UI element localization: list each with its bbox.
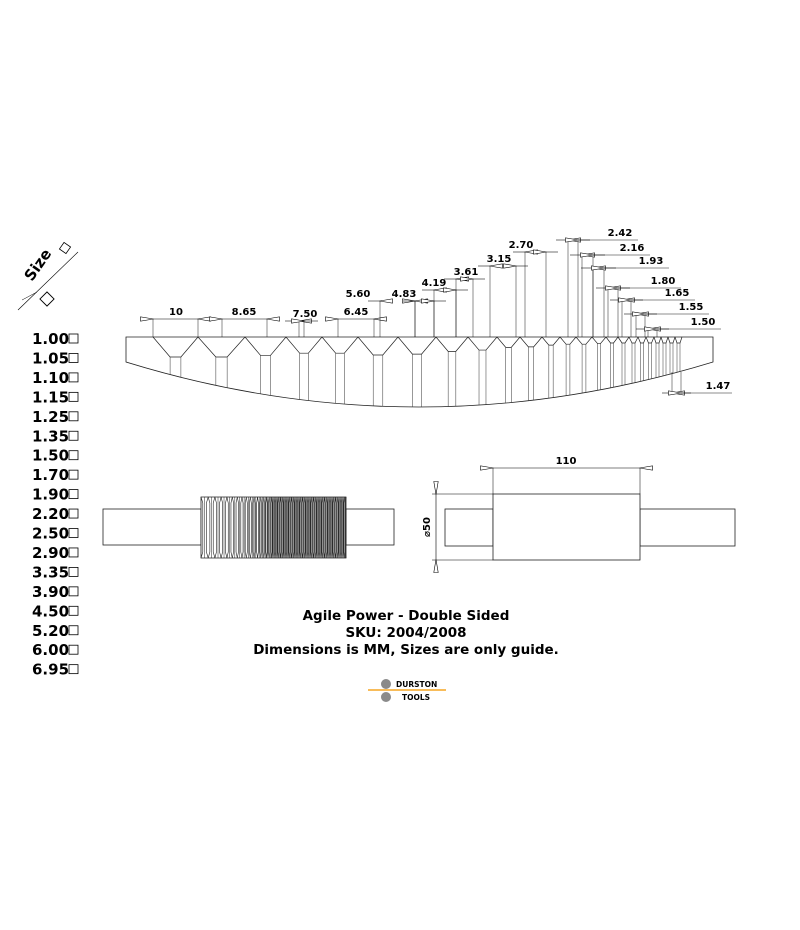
size-checkbox[interactable] bbox=[69, 509, 78, 518]
diameter-symbol: ⌀ bbox=[422, 530, 433, 537]
dim-label-large: 10 bbox=[169, 307, 183, 318]
right-shaft bbox=[346, 509, 394, 545]
size-checkbox[interactable] bbox=[69, 431, 78, 440]
size-header-checkbox bbox=[59, 242, 70, 253]
dim-label-small: 1.93 bbox=[638, 256, 664, 267]
size-item: 6.00 bbox=[32, 641, 70, 660]
size-item: 4.50 bbox=[32, 602, 70, 621]
size-header: Size bbox=[20, 245, 56, 285]
size-header-group bbox=[18, 242, 78, 310]
durston-logo bbox=[368, 679, 446, 702]
cyl-right-shaft bbox=[640, 509, 735, 546]
caption-title: Agile Power - Double Sided bbox=[302, 608, 510, 624]
dim-label-large: 6.45 bbox=[343, 307, 369, 318]
dim-label-small: 1.55 bbox=[678, 302, 704, 313]
side-view-roller bbox=[103, 497, 394, 558]
size-checkbox[interactable] bbox=[69, 373, 78, 382]
size-item: 6.95 bbox=[32, 660, 70, 679]
dim-label-large: 7.50 bbox=[292, 309, 318, 320]
dim-label-small: 1.80 bbox=[650, 276, 676, 287]
dim-label-large: 8.65 bbox=[231, 307, 257, 318]
logo-circle-bottom bbox=[381, 692, 391, 702]
size-checkbox[interactable] bbox=[69, 567, 78, 576]
size-checkbox[interactable] bbox=[69, 529, 78, 538]
logo-line1: DURSTON bbox=[396, 680, 438, 689]
diameter-value: 50 bbox=[422, 517, 433, 531]
side-view-cylinder bbox=[422, 456, 735, 560]
size-checkbox[interactable] bbox=[69, 451, 78, 460]
size-item: 1.70 bbox=[32, 466, 70, 485]
size-checkbox[interactable] bbox=[69, 392, 78, 401]
caption bbox=[253, 608, 559, 658]
size-checkbox[interactable] bbox=[69, 548, 78, 557]
size-checkbox[interactable] bbox=[69, 334, 78, 343]
size-item: 1.15 bbox=[32, 388, 70, 407]
size-item: 3.90 bbox=[32, 582, 70, 601]
caption-note: Dimensions is MM, Sizes are only guide. bbox=[253, 642, 559, 658]
dim-label-large: 5.60 bbox=[345, 289, 371, 300]
size-item: 3.35 bbox=[32, 563, 70, 582]
size-item: 2.50 bbox=[32, 524, 70, 543]
dim-label-small: 1.65 bbox=[664, 288, 690, 299]
logo-circle-top bbox=[381, 679, 391, 689]
size-checkbox[interactable] bbox=[69, 606, 78, 615]
dim-label-large: 3.61 bbox=[453, 267, 479, 278]
size-item: 1.25 bbox=[32, 407, 70, 426]
size-checkbox[interactable] bbox=[69, 490, 78, 499]
size-item: 2.20 bbox=[32, 505, 70, 524]
caption-sku: SKU: 2004/2008 bbox=[345, 625, 467, 641]
size-item: 1.90 bbox=[32, 485, 70, 504]
length-label: 110 bbox=[555, 456, 577, 467]
size-checkbox[interactable] bbox=[69, 412, 78, 421]
size-item: 1.35 bbox=[32, 427, 70, 446]
size-checkbox[interactable] bbox=[69, 645, 78, 654]
dim-label-large: 4.83 bbox=[391, 289, 417, 300]
size-checkbox[interactable] bbox=[69, 626, 78, 635]
dim-label-small: 2.42 bbox=[607, 228, 633, 239]
dim-label-small: 2.16 bbox=[619, 243, 645, 254]
size-checkbox[interactable] bbox=[69, 665, 78, 674]
size-item: 1.10 bbox=[32, 368, 70, 387]
size-list bbox=[32, 330, 78, 679]
left-shaft bbox=[103, 509, 201, 545]
dim-label-large: 2.70 bbox=[508, 240, 534, 251]
size-item: 1.50 bbox=[32, 446, 70, 465]
cyl-left-shaft bbox=[445, 509, 493, 546]
diamond-gauge-icon bbox=[40, 292, 54, 306]
logo-line2: TOOLS bbox=[402, 693, 431, 702]
grooved-profile bbox=[126, 337, 713, 407]
size-checkbox[interactable] bbox=[69, 587, 78, 596]
size-item: 2.90 bbox=[32, 543, 70, 562]
diameter-label bbox=[422, 517, 433, 537]
dim-label-edge: 1.47 bbox=[705, 381, 731, 392]
cylinder-body bbox=[493, 494, 640, 560]
size-item: 1.05 bbox=[32, 349, 70, 368]
size-item: 5.20 bbox=[32, 621, 70, 640]
dim-label-large: 3.15 bbox=[486, 254, 512, 265]
size-checkbox[interactable] bbox=[69, 470, 78, 479]
roller-ribs bbox=[201, 497, 346, 558]
size-checkbox[interactable] bbox=[69, 353, 78, 362]
size-item: 1.00 bbox=[32, 330, 70, 348]
dim-label-small: 1.50 bbox=[690, 317, 716, 328]
dim-label-large: 4.19 bbox=[421, 278, 447, 289]
